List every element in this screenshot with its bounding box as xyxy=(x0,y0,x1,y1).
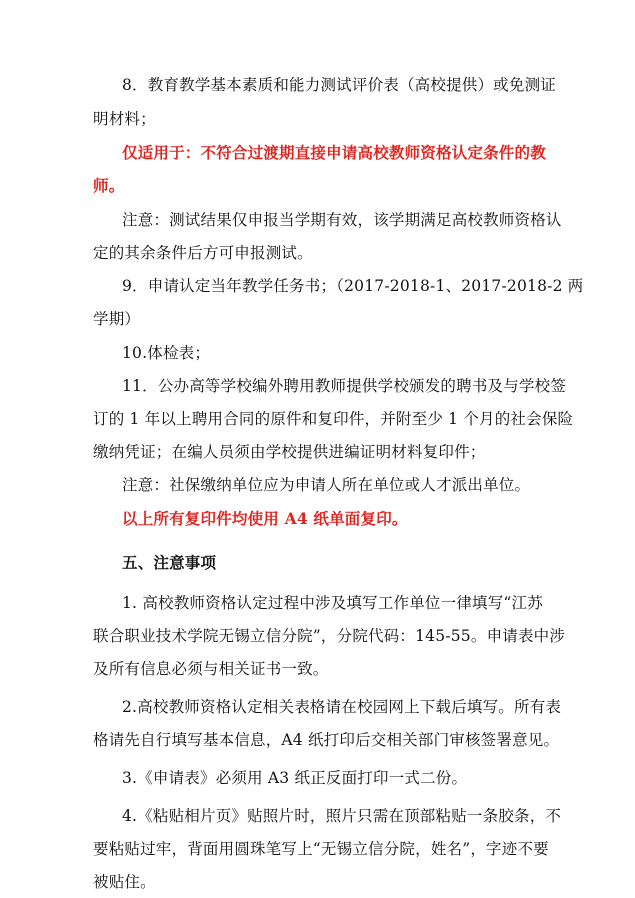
s5-item1-line3: 及所有信息必须与相关证书一致。 xyxy=(93,660,329,678)
s5-item1-line1: 1. 高校教师资格认定过程中涉及填写工作单位一律填写“江苏 xyxy=(122,594,543,612)
s5-item4-line2: 要粘贴过牢，背面用圆珠笔写上“无锡立信分院，姓名”，字迹不要 xyxy=(93,840,549,858)
s5-item4-line1: 4.《粘贴相片页》贴照片时，照片只需在顶部粘贴一条胶条，不 xyxy=(122,807,562,825)
s5-item2-line1: 2.高校教师资格认定相关表格请在校园网上下载后填写。所有表 xyxy=(122,698,562,716)
item11-line2: 订的 1 年以上聘用合同的原件和复印件，并附至少 1 个月的社会保险 xyxy=(93,410,574,428)
item11-line3: 缴纳凭证；在编人员须由学校提供进编证明材料复印件； xyxy=(93,443,486,461)
copy-note: 以上所有复印件均使用 A4 纸单面复印。 xyxy=(122,509,408,528)
note2: 注意：社保缴纳单位应为申请人所在单位或人才派出单位。 xyxy=(122,476,531,494)
item10: 10.体检表； xyxy=(122,344,211,362)
item9-line1: 9．申请认定当年教学任务书；（2017-2018-1、2017-2018-2 两 xyxy=(122,277,584,295)
item11-line1: 11．公办高等学校编外聘用教师提供学校颁发的聘书及与学校签 xyxy=(122,377,567,395)
item9-line2: 学期） xyxy=(93,310,141,328)
s5-item1-line2: 联合职业技术学院无锡立信分院”，分院代码：145-55。申请表中涉 xyxy=(93,627,566,645)
item8-line2: 明材料； xyxy=(93,110,156,128)
s5-item3: 3.《申请表》必须用 A3 纸正反面打印一式二份。 xyxy=(122,769,468,787)
section5-heading: 五、注意事项 xyxy=(122,554,217,572)
item8-scope-line1: 仅适用于：不符合过渡期直接申请高校教师资格认定条件的教 xyxy=(122,143,546,162)
s5-item2-line2: 格请先自行填写基本信息，A4 纸打印后交相关部门审核签署意见。 xyxy=(93,731,560,749)
note1-line1: 注意：测试结果仅申报当学期有效，该学期满足高校教师资格认 xyxy=(122,211,562,229)
item8-scope-line2: 师。 xyxy=(93,176,125,195)
s5-item4-line3: 被贴住。 xyxy=(93,873,156,891)
item8-line1: 8．教育教学基本素质和能力测试评价表（高校提供）或免测证 xyxy=(122,76,556,94)
note1-line2: 定的其余条件后方可申报测试。 xyxy=(93,244,313,262)
